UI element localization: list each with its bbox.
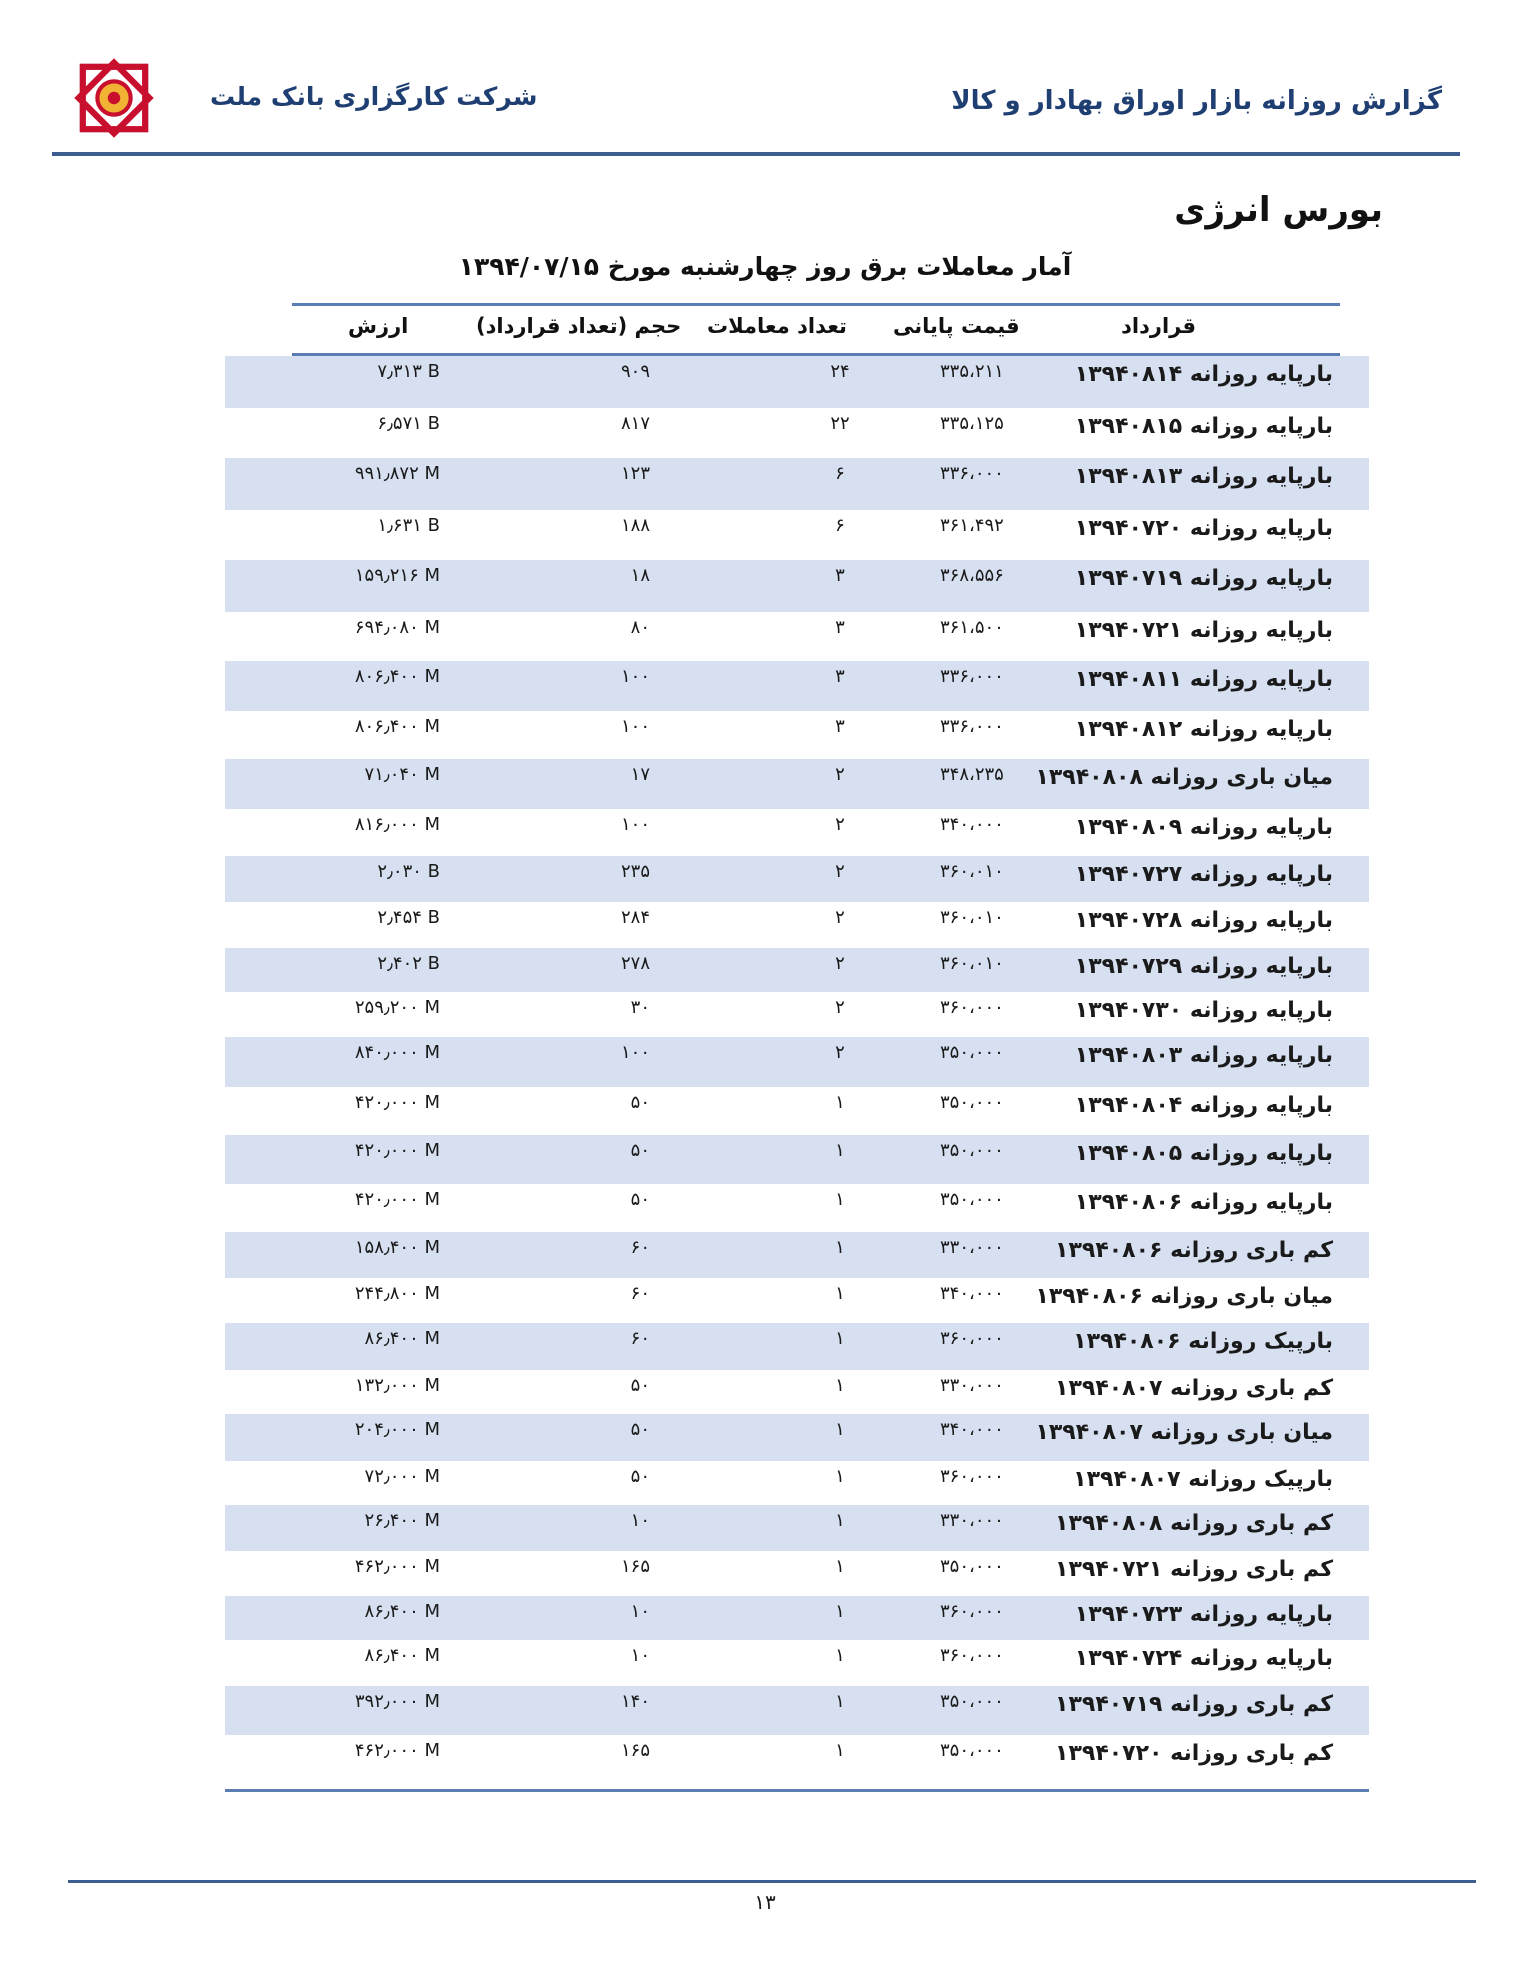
row-trades: ۱ [835, 1189, 845, 1210]
page-number: ۱۳ [754, 1890, 776, 1914]
row-price: ۳۳۶،۰۰۰ [940, 716, 1004, 737]
row-trades: ۱ [835, 1466, 845, 1487]
row-trades: ۱ [835, 1328, 845, 1349]
row-value: ۸۰۶٫۴۰۰ M [354, 666, 440, 687]
row-volume: ۵۰ [630, 1189, 650, 1210]
row-price: ۳۵۰،۰۰۰ [940, 1691, 1004, 1712]
report-title: گزارش روزانه بازار اوراق بهادار و کالا [951, 86, 1442, 116]
row-value: ۲۵۹٫۲۰۰ M [354, 997, 440, 1018]
row-contract: میان باری روزانه ۱۳۹۴۰۸۰۸ [1035, 765, 1333, 790]
row-contract: بارپایه روزانه ۱۳۹۴۰۷۱۹ [1074, 566, 1333, 591]
row-value: ۹۹۱٫۸۷۲ M [354, 463, 440, 484]
header-trades: تعداد معاملات [707, 314, 847, 338]
row-volume: ۱۸ [630, 565, 650, 586]
row-price: ۳۳۶،۰۰۰ [940, 463, 1004, 484]
table-row [225, 1278, 1369, 1323]
table-body [225, 356, 1369, 1783]
row-contract: بارپایه روزانه ۱۳۹۴۰۸۰۳ [1074, 1043, 1333, 1068]
table-row [225, 711, 1369, 759]
row-price: ۳۵۰،۰۰۰ [940, 1740, 1004, 1761]
row-trades: ۲ [835, 814, 845, 835]
header-value: ارزش [348, 314, 409, 338]
row-volume: ۵۰ [630, 1140, 650, 1161]
row-volume: ۵۰ [630, 1466, 650, 1487]
row-value: ۸۶٫۴۰۰ M [364, 1601, 440, 1622]
row-contract: بارپایه روزانه ۱۳۹۴۰۷۲۱ [1074, 618, 1333, 643]
row-volume: ۳۰ [630, 997, 650, 1018]
row-volume: ۱۰۰ [620, 1042, 650, 1063]
row-price: ۳۶۰،۰۱۰ [940, 907, 1004, 928]
row-price: ۳۶۰،۰۰۰ [940, 997, 1004, 1018]
table-row [225, 1640, 1369, 1686]
row-price: ۳۵۰،۰۰۰ [940, 1556, 1004, 1577]
row-value: ۸۱۶٫۰۰۰ M [354, 814, 440, 835]
row-value: ۶۹۴٫۰۸۰ M [354, 617, 440, 638]
row-contract: بارپایه روزانه ۱۳۹۴۰۷۲۸ [1074, 908, 1333, 933]
row-contract: کم باری روزانه ۱۳۹۴۰۸۰۸ [1055, 1511, 1333, 1536]
row-trades: ۲۴ [830, 361, 850, 382]
row-value: ۸۶٫۴۰۰ M [364, 1328, 440, 1349]
row-contract: بارپایه روزانه ۱۳۹۴۰۸۱۳ [1074, 464, 1333, 489]
row-trades: ۲ [835, 997, 845, 1018]
row-volume: ۱۶۵ [620, 1740, 650, 1761]
row-value: ۱۵۸٫۴۰۰ M [354, 1237, 440, 1258]
header-contract: قرارداد [1121, 314, 1196, 338]
row-trades: ۱ [835, 1740, 845, 1761]
row-price: ۳۳۰،۰۰۰ [940, 1375, 1004, 1396]
row-contract: بارپایه روزانه ۱۳۹۴۰۷۲۴ [1074, 1646, 1333, 1671]
row-price: ۳۵۰،۰۰۰ [940, 1140, 1004, 1161]
row-volume: ۱۰ [630, 1645, 650, 1666]
row-value: ۸۶٫۴۰۰ M [364, 1645, 440, 1666]
row-trades: ۲ [835, 953, 845, 974]
row-contract: بارپایه روزانه ۱۳۹۴۰۸۰۴ [1074, 1093, 1333, 1118]
row-contract: بارپایه روزانه ۱۳۹۴۰۸۰۵ [1074, 1141, 1333, 1166]
row-contract: بارپیک روزانه ۱۳۹۴۰۸۰۷ [1073, 1467, 1333, 1492]
row-volume: ۲۷۸ [620, 953, 650, 974]
row-contract: کم باری روزانه ۱۳۹۴۰۸۰۶ [1055, 1238, 1333, 1263]
table-row [225, 992, 1369, 1037]
table-row [225, 1037, 1369, 1087]
table-row [225, 759, 1369, 809]
table-bottom-rule [225, 1789, 1369, 1792]
row-price: ۳۶۰،۰۱۰ [940, 861, 1004, 882]
row-contract: بارپایه روزانه ۱۳۹۴۰۸۱۲ [1074, 717, 1333, 742]
row-price: ۳۵۰،۰۰۰ [940, 1092, 1004, 1113]
row-value: ۱٫۶۳۱ B [377, 515, 440, 536]
row-trades: ۶ [835, 515, 845, 536]
table-row [225, 1461, 1369, 1505]
row-trades: ۳ [835, 617, 845, 638]
row-volume: ۹۰۹ [620, 361, 650, 382]
row-contract: بارپایه روزانه ۱۳۹۴۰۸۱۵ [1074, 414, 1333, 439]
row-price: ۳۵۰،۰۰۰ [940, 1189, 1004, 1210]
table-row [225, 902, 1369, 948]
row-price: ۳۶۰،۰۰۰ [940, 1645, 1004, 1666]
header-divider [52, 152, 1460, 156]
row-contract: میان باری روزانه ۱۳۹۴۰۸۰۷ [1035, 1420, 1333, 1445]
row-trades: ۱ [835, 1691, 845, 1712]
row-trades: ۶ [835, 463, 845, 484]
table-row [225, 809, 1369, 856]
row-contract: بارپایه روزانه ۱۳۹۴۰۷۲۷ [1074, 862, 1333, 887]
row-contract: میان باری روزانه ۱۳۹۴۰۸۰۶ [1035, 1284, 1333, 1309]
row-trades: ۱ [835, 1283, 845, 1304]
row-contract: بارپایه روزانه ۱۳۹۴۰۷۲۰ [1074, 516, 1333, 541]
row-volume: ۱۸۸ [620, 515, 650, 536]
row-price: ۳۴۰،۰۰۰ [940, 1283, 1004, 1304]
row-trades: ۱ [835, 1601, 845, 1622]
row-trades: ۱ [835, 1140, 845, 1161]
table-row [225, 408, 1369, 458]
row-contract: بارپایه روزانه ۱۳۹۴۰۸۰۹ [1074, 815, 1333, 840]
row-volume: ۶۰ [630, 1237, 650, 1258]
row-value: ۲٫۴۰۲ B [377, 953, 440, 974]
section-title: بورس انرژی [1174, 190, 1383, 230]
table-caption: آمار معاملات برق روز چهارشنبه مورخ ۱۳۹۴/۰۷/۱۵ [458, 252, 1072, 281]
row-price: ۳۶۱،۴۹۲ [940, 515, 1004, 536]
row-value: ۴۲۰٫۰۰۰ M [354, 1189, 440, 1210]
row-contract: بارپایه روزانه ۱۳۹۴۰۷۳۰ [1074, 998, 1333, 1023]
bank-mellat-logo [62, 46, 166, 150]
table-row [225, 1323, 1369, 1370]
row-contract: بارپایه روزانه ۱۳۹۴۰۸۱۴ [1074, 362, 1333, 387]
table-row [225, 1414, 1369, 1461]
row-contract: بارپایه روزانه ۱۳۹۴۰۸۰۶ [1074, 1190, 1333, 1215]
row-volume: ۱۶۵ [620, 1556, 650, 1577]
row-value: ۳۹۲٫۰۰۰ M [354, 1691, 440, 1712]
row-value: ۷٫۳۱۳ B [377, 361, 440, 382]
row-value: ۲۰۴٫۰۰۰ M [354, 1419, 440, 1440]
row-price: ۳۴۰،۰۰۰ [940, 814, 1004, 835]
row-price: ۳۶۸،۵۵۶ [940, 565, 1004, 586]
row-price: ۳۳۶،۰۰۰ [940, 666, 1004, 687]
table-row [225, 1135, 1369, 1184]
table-row [225, 510, 1369, 560]
row-value: ۲٫۰۳۰ B [377, 861, 440, 882]
row-volume: ۲۸۴ [620, 907, 650, 928]
row-value: ۴۲۰٫۰۰۰ M [354, 1140, 440, 1161]
row-volume: ۶۰ [630, 1283, 650, 1304]
row-value: ۱۵۹٫۲۱۶ M [354, 565, 440, 586]
table-row [225, 1686, 1369, 1735]
row-value: ۴۲۰٫۰۰۰ M [354, 1092, 440, 1113]
table-row [225, 1551, 1369, 1596]
row-volume: ۱۰ [630, 1510, 650, 1531]
row-price: ۳۴۰،۰۰۰ [940, 1419, 1004, 1440]
row-trades: ۲۲ [830, 413, 850, 434]
row-contract: کم باری روزانه ۱۳۹۴۰۷۲۱ [1055, 1557, 1333, 1582]
table-row [225, 1735, 1369, 1783]
company-name: شرکت کارگزاری بانک ملت [210, 82, 538, 111]
row-volume: ۱۲۳ [620, 463, 650, 484]
row-price: ۳۵۰،۰۰۰ [940, 1042, 1004, 1063]
row-volume: ۱۰۰ [620, 814, 650, 835]
row-value: ۲۴۴٫۸۰۰ M [354, 1283, 440, 1304]
table-row [225, 1087, 1369, 1135]
row-value: ۲٫۴۵۴ B [377, 907, 440, 928]
row-price: ۳۳۵،۲۱۱ [940, 361, 1004, 382]
header-price: قیمت پایانی [893, 314, 1020, 338]
row-value: ۶٫۵۷۱ B [377, 413, 440, 434]
row-value: ۷۲٫۰۰۰ M [364, 1466, 440, 1487]
row-volume: ۲۳۵ [620, 861, 650, 882]
row-contract: بارپایه روزانه ۱۳۹۴۰۷۲۹ [1074, 954, 1333, 979]
row-volume: ۵۰ [630, 1375, 650, 1396]
row-volume: ۵۰ [630, 1419, 650, 1440]
table-row [225, 1184, 1369, 1232]
row-contract: بارپیک روزانه ۱۳۹۴۰۸۰۶ [1073, 1329, 1333, 1354]
table-row [225, 1505, 1369, 1551]
table-row [225, 948, 1369, 992]
row-volume: ۱۰۰ [620, 716, 650, 737]
row-contract: بارپایه روزانه ۱۳۹۴۰۷۲۳ [1074, 1602, 1333, 1627]
row-trades: ۲ [835, 1042, 845, 1063]
row-price: ۳۴۸،۲۳۵ [940, 764, 1004, 785]
row-trades: ۲ [835, 907, 845, 928]
row-value: ۴۶۲٫۰۰۰ M [354, 1556, 440, 1577]
row-trades: ۱ [835, 1237, 845, 1258]
table-row [225, 1596, 1369, 1640]
row-trades: ۱ [835, 1375, 845, 1396]
row-price: ۳۶۰،۰۱۰ [940, 953, 1004, 974]
table-row [225, 661, 1369, 711]
row-trades: ۲ [835, 861, 845, 882]
row-trades: ۲ [835, 764, 845, 785]
table-row [225, 1232, 1369, 1278]
row-price: ۳۶۱،۵۰۰ [940, 617, 1004, 638]
row-contract: کم باری روزانه ۱۳۹۴۰۸۰۷ [1055, 1376, 1333, 1401]
row-trades: ۳ [835, 666, 845, 687]
row-trades: ۳ [835, 716, 845, 737]
row-volume: ۱۰ [630, 1601, 650, 1622]
row-volume: ۸۱۷ [620, 413, 650, 434]
table-row [225, 458, 1369, 510]
row-value: ۱۳۲٫۰۰۰ M [354, 1375, 440, 1396]
row-contract: کم باری روزانه ۱۳۹۴۰۷۲۰ [1055, 1741, 1333, 1766]
row-price: ۳۳۵،۱۲۵ [940, 413, 1004, 434]
row-volume: ۱۴۰ [620, 1691, 650, 1712]
header-volume: حجم (تعداد قرارداد) [476, 314, 682, 338]
table-row [225, 856, 1369, 902]
row-trades: ۱ [835, 1092, 845, 1113]
row-value: ۸۰۶٫۴۰۰ M [354, 716, 440, 737]
row-trades: ۱ [835, 1510, 845, 1531]
row-trades: ۱ [835, 1556, 845, 1577]
table-row [225, 1370, 1369, 1414]
row-value: ۷۱٫۰۴۰ M [364, 764, 440, 785]
row-trades: ۱ [835, 1645, 845, 1666]
footer-divider [68, 1880, 1476, 1883]
row-value: ۸۴۰٫۰۰۰ M [354, 1042, 440, 1063]
row-price: ۳۶۰،۰۰۰ [940, 1466, 1004, 1487]
row-volume: ۱۷ [630, 764, 650, 785]
row-volume: ۵۰ [630, 1092, 650, 1113]
row-contract: کم باری روزانه ۱۳۹۴۰۷۱۹ [1055, 1692, 1333, 1717]
table-header-top-rule [292, 303, 1340, 306]
table-row [225, 560, 1369, 612]
row-value: ۲۶٫۴۰۰ M [364, 1510, 440, 1531]
table-row [225, 356, 1369, 408]
row-value: ۴۶۲٫۰۰۰ M [354, 1740, 440, 1761]
row-price: ۳۳۰،۰۰۰ [940, 1237, 1004, 1258]
row-price: ۳۳۰،۰۰۰ [940, 1510, 1004, 1531]
row-price: ۳۶۰،۰۰۰ [940, 1601, 1004, 1622]
row-volume: ۱۰۰ [620, 666, 650, 687]
row-trades: ۳ [835, 565, 845, 586]
row-contract: بارپایه روزانه ۱۳۹۴۰۸۱۱ [1074, 667, 1333, 692]
table-row [225, 612, 1369, 661]
row-price: ۳۶۰،۰۰۰ [940, 1328, 1004, 1349]
row-volume: ۸۰ [630, 617, 650, 638]
row-trades: ۱ [835, 1419, 845, 1440]
row-volume: ۶۰ [630, 1328, 650, 1349]
